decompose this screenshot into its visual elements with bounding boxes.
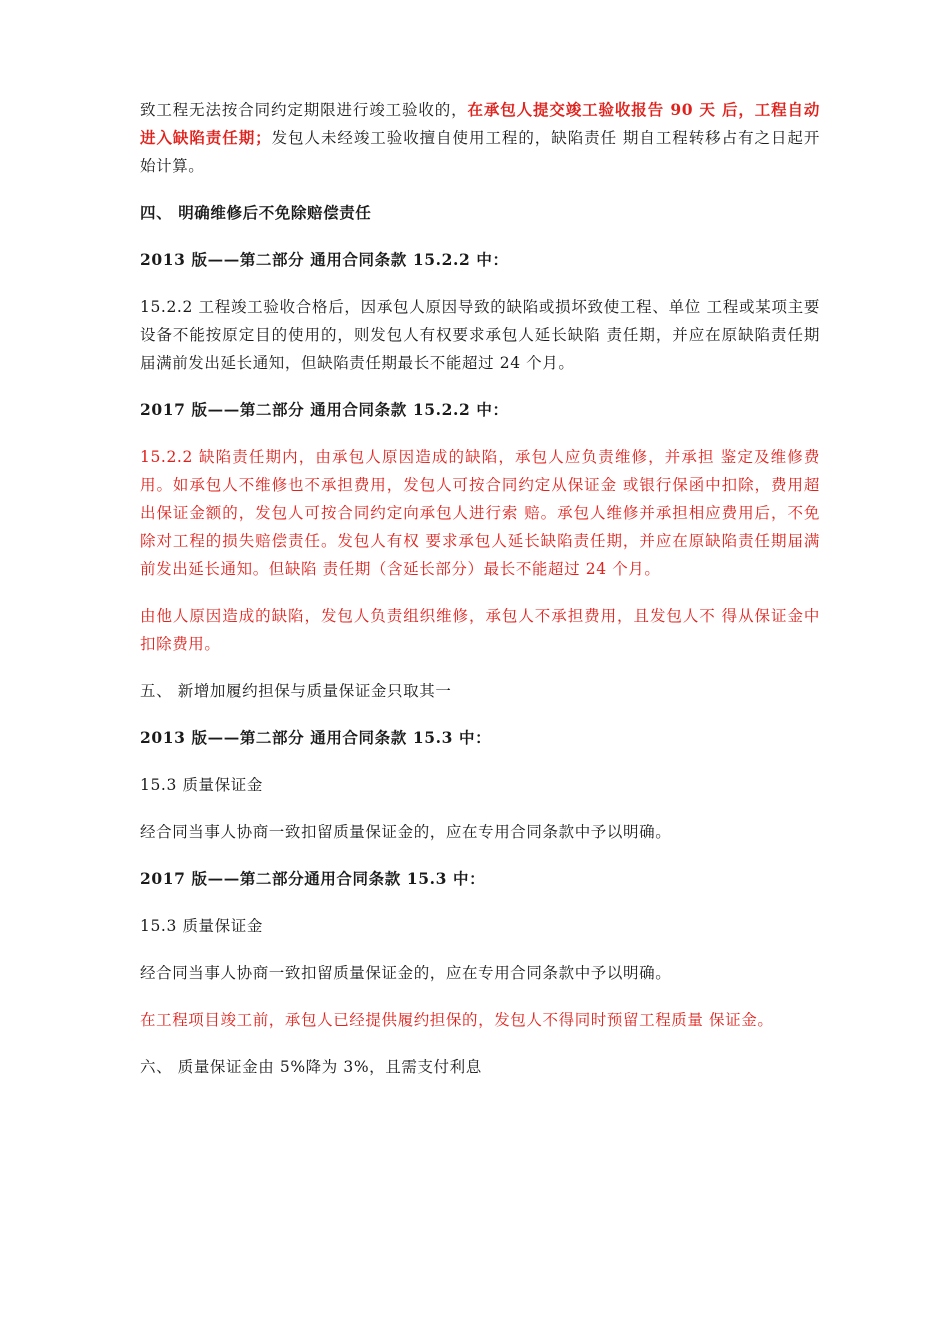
clause-text-2017-15-2-2: 15.2.2 缺陷责任期内，由承包人原因造成的缺陷，承包人应负责维修，并承担 鉴定及维修费用。如承包人不维修也不承担费用，发包人可按合同约定从保证金 或银行保函中扣除，费用超出保证金额的，发包人可按合同约定向承包人进行索 赔。承包人维修并承担相应费用后，不免除对工程的损失赔偿责任。发包人有权 要求承包人延长缺陷责任期，并应在原缺陷责任期届满前发出延长通知。但缺陷 责任期（含延长部分）最长不能超过 24 个月。 <box>140 448 820 578</box>
document-page <box>140 96 820 1100</box>
clause-heading-2013-15-2-2: 2013 版——第二部分 通用合同条款 15.2.2 中： <box>140 250 509 269</box>
clause-heading-2013-15-3: 2013 版——第二部分 通用合同条款 15.3 中： <box>140 728 492 747</box>
section-heading-6: 六、 质量保证金由 5%降为 3%，且需支付利息 <box>140 1058 482 1076</box>
clause-text-2017-15-3: 经合同当事人协商一致扣留质量保证金的，应在专用合同条款中予以明确。 <box>140 964 672 982</box>
clause-heading-2017-15-2-2: 2017 版——第二部分 通用合同条款 15.2.2 中： <box>140 400 509 419</box>
clause-title-2017-15-3: 15.3 质量保证金 <box>140 917 263 935</box>
clause-text-2017-15-3-new: 在工程项目竣工前，承包人已经提供履约担保的，发包人不得同时预留工程质量 保证金。 <box>140 1011 774 1029</box>
section-heading-5: 五、 新增加履约担保与质量保证金只取其一 <box>140 682 452 700</box>
text-segment: 致工程无法按合同约定期限进行竣工验收的， <box>140 101 468 119</box>
clause-heading-2017-15-3: 2017 版——第二部分通用合同条款 15.3 中： <box>140 869 486 888</box>
clause-text-2013-15-2-2: 15.2.2 工程竣工验收合格后，因承包人原因导致的缺陷或损坏致使工程、单位 工程或某项主要设备不能按原定目的使用的，则发包人有权要求承包人延长缺陷 责任期，并应在原缺陷责任期届满前发出延长通知，但缺陷责任期最长不能超过 24 个月。 <box>140 298 820 372</box>
section-heading-4: 四、 明确维修后不免除赔偿责任 <box>140 203 372 222</box>
paragraph-defect-period-start <box>140 96 820 180</box>
clause-title-2013-15-3: 15.3 质量保证金 <box>140 776 263 794</box>
highlighted-text-segment: 在承包人提交竣工验收报告 90 天 后，工程自动进入缺陷责任期； <box>140 100 820 147</box>
text-segment: 发包人未经竣工验收擅自使用工程的，缺陷责任 期自工程转移占有之日起开始计算。 <box>140 129 820 175</box>
clause-text-2013-15-3: 经合同当事人协商一致扣留质量保证金的，应在专用合同条款中予以明确。 <box>140 823 672 841</box>
clause-text-2017-15-2-2-others: 由他人原因造成的缺陷，发包人负责组织维修，承包人不承担费用，且发包人不 得从保证金中扣除费用。 <box>140 607 820 653</box>
